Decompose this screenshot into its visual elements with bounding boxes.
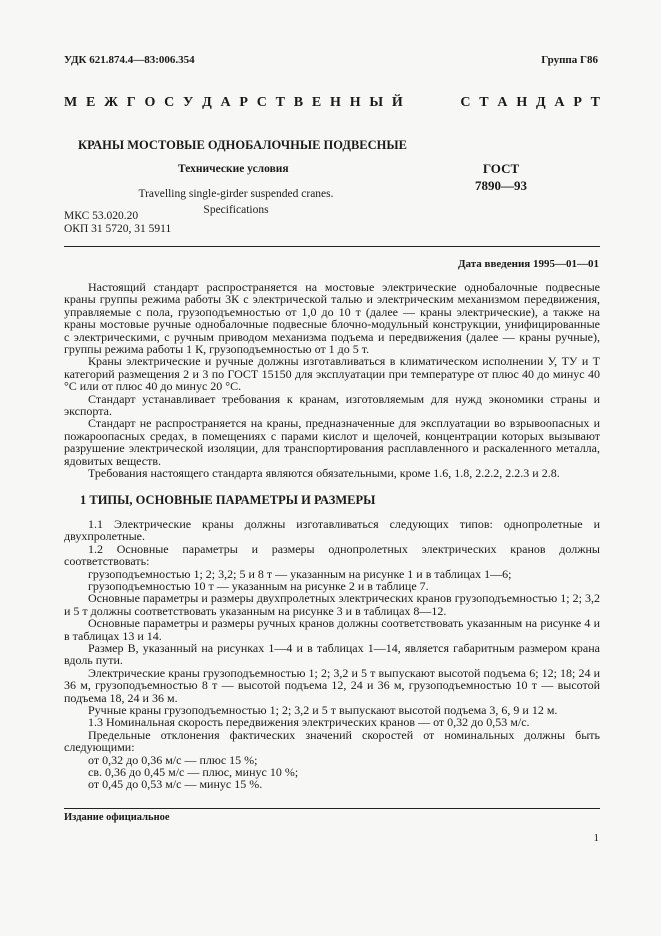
section-heading: 1 ТИПЫ, ОСНОВНЫЕ ПАРАМЕТРЫ И РАЗМЕРЫ [80, 492, 376, 507]
paragraph: св. 0,36 до 0,45 м/с — плюс, минус 10 %; [88, 765, 299, 780]
paragraph: Настоящий стандарт распространяется на мостовые электрические однобалочные подвесные краны группы режима работы 3К с электрической талью и электрическим механизмом передвижения, управляемые с пола, грузоподъемностью от 1,0 до 10 т (далее — краны электрические), а также на краны мостовые ручные однобалочные подвесные блочно-модульный конструкции, унифицированные с электрическими, с ручным приводом механизма подъема и передвижения (далее — краны ручные), группы режима работы 1 К, грузоподъемностью от 1 до 5 т. [64, 280, 600, 357]
paragraph: Стандарт не распространяется на краны, предназначенные для эксплуатации во взрывоопасных и пожароопасных средах, в помещениях с парами кислот и щелочей, концентрации которых вызывают разрушение электрической изоляции, для транспортирования расплавленного и раскаленного металла, ядовитых веществ. [64, 416, 600, 468]
okp-code: ОКП 31 5720, 31 5911 [64, 223, 172, 235]
paragraph: Предельные отклонения фактических значений скоростей от номинальных должны быть следующими: [64, 727, 600, 755]
paragraph: Краны электрические и ручные должны изготавливаться в климатическом исполнении У, ТУ и Т категорий размещения 2 и 3 по ГОСТ 15150 для эксплуатации при температуре от плюс 40 до минус 40 °С или от плюс 40 до минус 20 °С. [64, 354, 600, 394]
paragraph: Стандарт устанавливает требования к кранам, изготовляемым для нужд экономики страны и экспорта. [64, 391, 600, 419]
paragraph: Электрические краны грузоподъемностью 1; 2; 3,2 и 5 т выпускают высотой подъема 6; 12; 18; 24 и 36 м, грузоподъемностью 8 т — высотой подъема 12, 24 и 36 м, грузоподъемностью 10 т — высотой подъема 18, 24 и 36 м. [64, 665, 600, 705]
english-title: Travelling single-girder suspended cranes. Specifications [138, 188, 334, 216]
paragraph: Размер В, указанный на рисунках 1—4 и в таблицах 1—14, является габаритным размером крана вдоль пути. [64, 640, 600, 668]
paragraph: от 0,45 до 0,53 м/с — минус 15 %. [88, 777, 263, 792]
document-subtitle: Технические условия [178, 163, 289, 175]
top-divider [64, 246, 600, 247]
paragraph: Требования настоящего стандарта являются обязательными, кроме 1.6, 1.8, 2.2.2, 2.2.3 и 2.8. [88, 466, 560, 481]
introduction-date: Дата введения 1995—01—01 [457, 258, 599, 270]
interstate-standard-banner: М Е Ж Г О С У Д А Р С Т В Е Н Н Ы Й С Т А Н Д А Р Т [64, 95, 600, 110]
document-body [64, 281, 600, 791]
paragraph: Основные параметры и размеры ручных кранов должны соответствовать указанным на рисунке 4 и в таблицах 13 и 14. [64, 616, 600, 643]
document-title: КРАНЫ МОСТОВЫЕ ОДНОБАЛОЧНЫЕ ПОДВЕСНЫЕ [78, 138, 408, 152]
bottom-divider [64, 808, 600, 809]
mks-code: МКС 53.020.20 [64, 210, 139, 222]
paragraph: 1.2 Основные параметры и размеры однопролетных электрических кранов должны соответствовать: [64, 541, 600, 569]
paragraph: Основные параметры и размеры двухпролетных электрических кранов грузоподъемностью 1; 2; 3,2 и 5 т должны соответствовать указанным на рисунке 3 и в таблицах 8—12. [64, 591, 600, 618]
paragraph: грузоподъемностью 10 т — указанным на рисунке 2 и в таблице 7. [88, 578, 429, 593]
paragraph: от 0,32 до 0,36 м/с — плюс 15 %; [88, 752, 258, 767]
official-edition-label: Издание официальное [64, 812, 170, 823]
udk-code: УДК 621.874.4—83:006.354 [64, 54, 195, 66]
classification-codes [64, 210, 171, 236]
gost-number: ГОСТ 7890—93 [475, 161, 527, 193]
page-number: 1 [593, 832, 599, 844]
group-code: Группа Г86 [541, 54, 598, 66]
paragraph: Ручные краны грузоподъемностью 1; 2; 3,2 и 5 т выпускают высотой подъема 3, 6, 9 и 12 м. [88, 703, 558, 717]
paragraph: 1.3 Номинальная скорость передвижения электрических кранов — от 0,32 до 0,53 м/с. [88, 715, 530, 730]
paragraph: грузоподъемностью 1; 2; 3,2; 5 и 8 т — указанным на рисунке 1 и в таблицах 1—6; [88, 566, 512, 581]
paragraph: 1.1 Электрические краны должны изготавливаться следующих типов: однопролетные и двухпролетные. [64, 516, 600, 544]
